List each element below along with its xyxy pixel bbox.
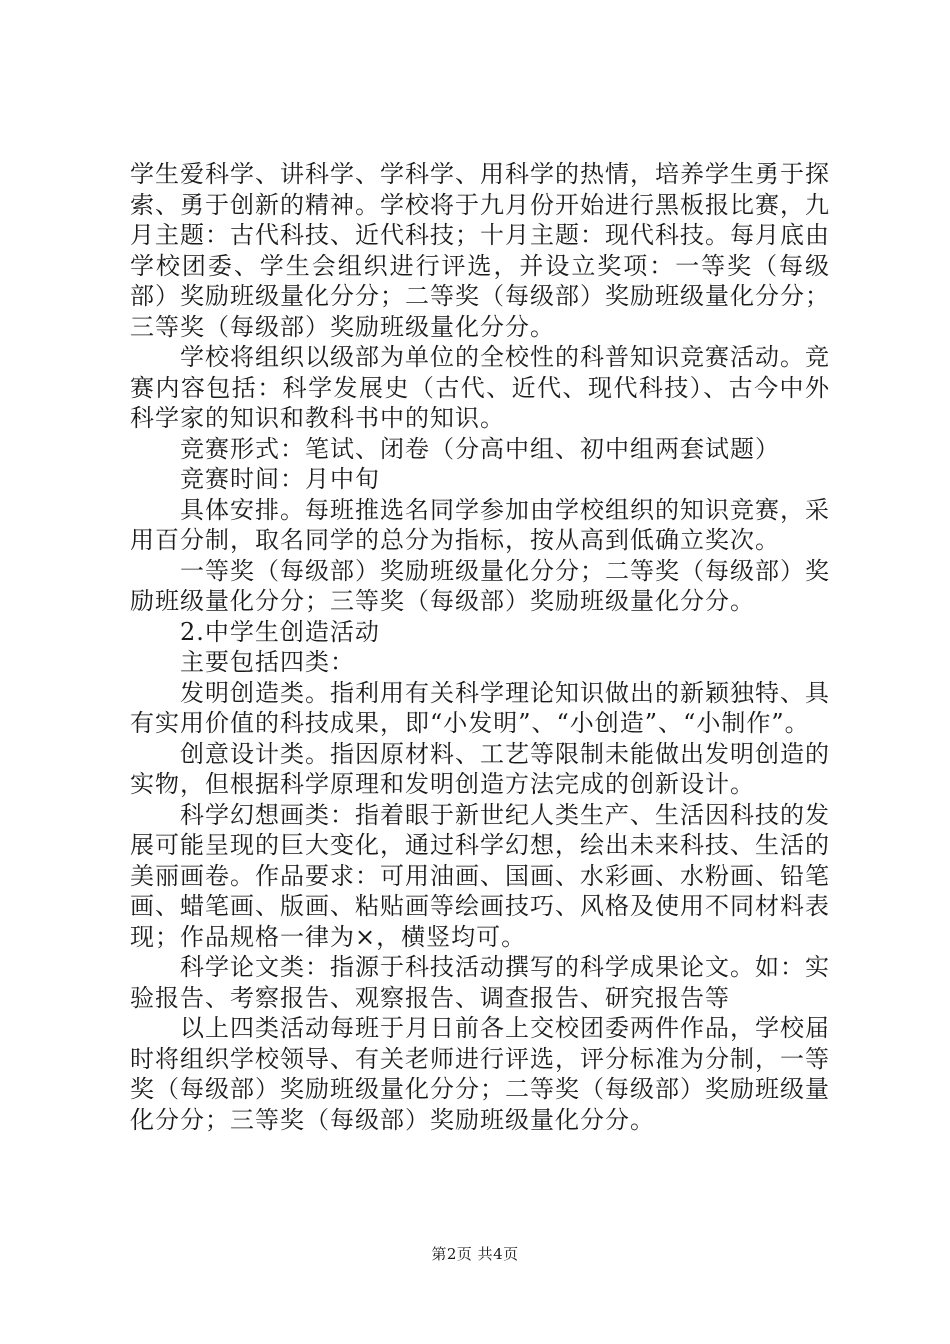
paragraph: 创意设计类。指因原材料、工艺等限制未能做出发明创造的实物，但根据科学原理和发明创造方法完成的创新设计。 [130,739,830,798]
paragraph: 2.中学生创造活动 [180,617,380,646]
paragraph: 以上四类活动每班于月日前各上交校团委两件作品，学校届时将组织学校领导、有关老师进行评选，评分标准为分制，一等奖（每级部）奖励班级量化分分；二等奖（每级部）奖励班级量化分分；三等奖（每级部）奖励班级量化分分。 [130,1014,830,1134]
document-body [130,159,830,1135]
paragraph: 主要包括四类： [180,648,355,676]
paragraph: 竞赛形式：笔试、闭卷（分高中组、初中组两套试题） [180,434,780,463]
paragraph: 学生爱科学、讲科学、学科学、用科学的热情，培养学生勇于探索、勇于创新的精神。学校将于九月份开始进行黑板报比赛，九月主题：古代科技、近代科技；十月主题：现代科技。每月底由学校团委、学生会组织进行评选，并设立奖项：一等奖（每级部）奖励班级量化分分；二等奖（每级部）奖励班级量化分分；三等奖（每级部）奖励班级量化分分。 [130,160,830,341]
paragraph: 竞赛时间：月中旬 [180,465,380,493]
page-footer: 第2页 共4页 [431,1245,519,1263]
paragraph: 发明创造类。指利用有关科学理论知识做出的新颖独特、具有实用价值的科技成果，即“小发明”、“小创造”、“小制作”。 [130,678,830,737]
paragraph: 科学幻想画类：指着眼于新世纪人类生产、生活因科技的发展可能呈现的巨大变化，通过科学幻想，绘出未来科技、生活的美丽画卷。作品要求：可用油画、国画、水彩画、水粉画、铅笔画、蜡笔画、版画、粘贴画等绘画技巧、风格及使用不同材料表现；作品规格一律为×，横竖均可。 [130,800,830,951]
paragraph: 科学论文类：指源于科技活动撰写的科学成果论文。如：实验报告、考察报告、观察报告、调查报告、研究报告等 [130,953,830,1012]
paragraph: 学校将组织以级部为单位的全校性的科普知识竞赛活动。竞赛内容包括：科学发展史（古代、近代、现代科技）、古今中外科学家的知识和教科书中的知识。 [130,343,830,432]
paragraph: 一等奖（每级部）奖励班级量化分分；二等奖（每级部）奖励班级量化分分；三等奖（每级部）奖励班级量化分分。 [130,556,830,615]
paragraph: 具体安排。每班推选名同学参加由学校组织的知识竞赛，采用百分制，取名同学的总分为指标，按从高到低确立奖次。 [130,495,830,554]
